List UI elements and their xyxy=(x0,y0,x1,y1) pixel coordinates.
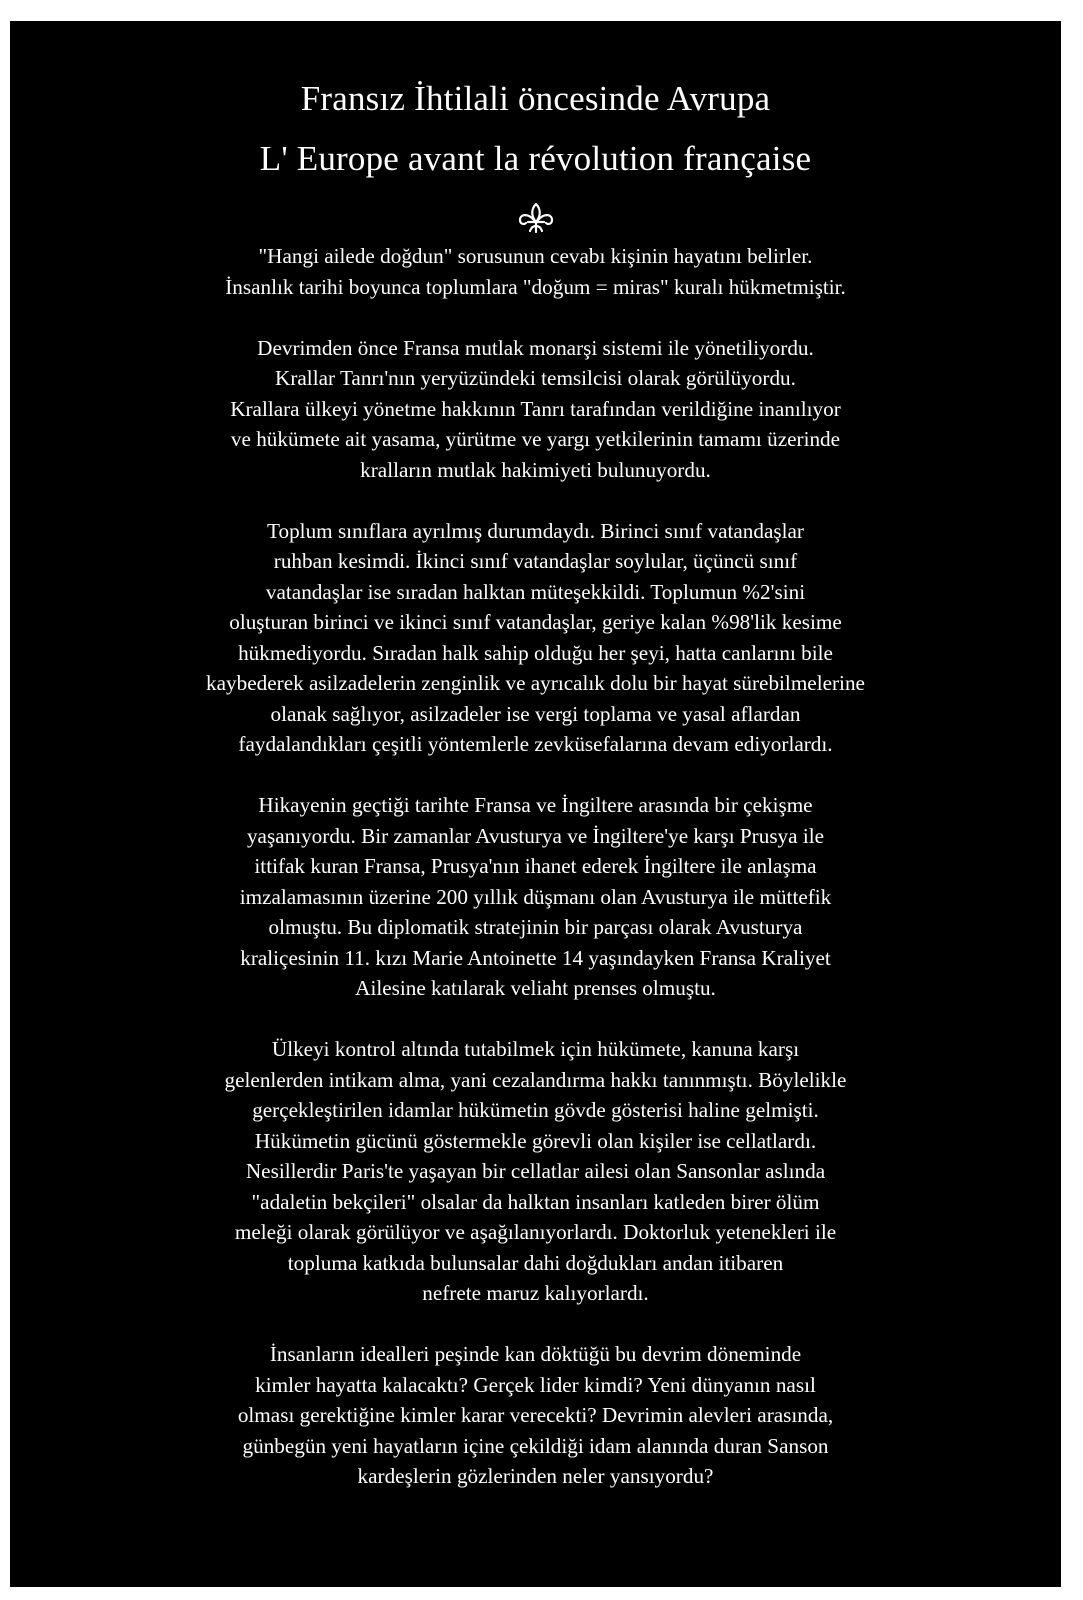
paragraph-line: ve hükümete ait yasama, yürütme ve yargı yetkilerinin tamamı üzerinde xyxy=(230,427,841,451)
paragraph-line: gelenlerden intikam alma, yani cezalandırma hakkı tanınmıştı. Böylelikle xyxy=(224,1067,847,1092)
paragraph-line: Nesillerdir Paris'te yaşayan bir cellatlar ailesi olan Sansonlar aslında xyxy=(245,1159,826,1183)
paragraph-1 xyxy=(10,241,1061,302)
paragraph-line: günbegün yeni hayatların içine çekildiği idam alanında duran Sanson xyxy=(242,1433,829,1458)
paragraph-line: oluşturan birinci ve ikinci sınıf vatandaşlar, geriye kalan %98'lik kesime xyxy=(229,610,842,634)
paragraph-line: Hikayenin geçtiği tarihte Fransa ve İngiltere arasında bir çekişme xyxy=(258,793,813,817)
paragraph-2 xyxy=(10,333,1061,486)
paragraph-line: imzalamasının üzerine 200 yıllık düşmanı olan Avusturya ile müttefik xyxy=(239,884,832,909)
paragraph-line: İnsanlık tarihi boyunca toplumlara "doğum = miras" kuralı hükmetmiştir. xyxy=(225,274,846,299)
paragraph-line: hükmediyordu. Sıradan halk sahip olduğu her şeyi, hatta canlarını bile xyxy=(238,640,833,665)
fleur-de-lis-icon xyxy=(516,201,556,235)
paragraph-line: gerçekleştirilen idamlar hükümetin gövde gösterisi haline gelmişti. xyxy=(252,1098,819,1122)
paragraph-line: kralların mutlak hakimiyeti bulunuyordu. xyxy=(360,457,711,482)
paragraph-3 xyxy=(10,516,1061,760)
paragraph-5 xyxy=(10,1034,1061,1309)
paragraph-line: Toplum sınıflara ayrılmış durumdaydı. Birinci sınıf vatandaşlar xyxy=(267,518,804,543)
paragraph-6 xyxy=(10,1339,1061,1492)
paragraph-line: kaybederek asilzadelerin zenginlik ve ayrıcalık dolu bir hayat sürebilmelerine xyxy=(206,671,865,695)
paragraph-line: olanak sağlıyor, asilzadeler ise vergi toplama ve yasal aflardan xyxy=(270,701,801,726)
paragraph-line: ruhban kesimdi. İkinci sınıf vatandaşlar soylular, üçüncü sınıf xyxy=(273,549,798,573)
paragraph-line: İnsanların idealleri peşinde kan döktüğü bu devrim döneminde xyxy=(269,1342,802,1366)
paragraph-4 xyxy=(10,790,1061,1004)
paragraph-line: Hükümetin gücünü göstermekle görevli olan kişiler ise cellatlardı. xyxy=(254,1128,817,1153)
black-text-page xyxy=(10,21,1061,1587)
paragraph-line: olması gerektiğine kimler karar verecekti? Devrimin alevleri arasında, xyxy=(237,1403,834,1427)
paragraph-line: topluma katkıda bulunsalar dahi doğdukları andan itibaren xyxy=(287,1250,784,1275)
paragraph-line: Ailesine katılarak veliaht prenses olmuştu. xyxy=(355,976,716,1000)
paragraph-line: Devrimden önce Fransa mutlak monarşi sistemi ile yönetiliyordu. xyxy=(257,335,814,360)
paragraph-line: yaşanıyordu. Bir zamanlar Avusturya ve İngiltere'ye karşı Prusya ile xyxy=(246,823,825,848)
paragraph-line: kraliçesinin 11. kızı Marie Antoinette 14 yaşındayken Fransa Kraliyet xyxy=(240,945,831,970)
paragraph-line: Krallara ülkeyi yönetme hakkının Tanrı tarafından verildiğine inanılıyor xyxy=(230,396,841,421)
paragraph-line: nefrete maruz kalıyorlardı. xyxy=(422,1281,649,1305)
title-turkish: Fransız İhtilali öncesinde Avrupa xyxy=(300,79,771,118)
paragraph-line: Ülkeyi kontrol altında tutabilmek için hükümete, kanuna karşı xyxy=(271,1037,800,1061)
paragraph-line: Krallar Tanrı'nın yeryüzündeki temsilcisi olarak görülüyordu. xyxy=(275,366,796,390)
paragraph-line: "adaletin bekçileri" olsalar da halktan insanları katleden birer ölüm xyxy=(251,1189,820,1214)
paragraph-line: vatandaşlar ise sıradan halktan müteşekkildi. Toplumun %2'sini xyxy=(265,579,806,604)
body-text xyxy=(10,241,1061,1492)
paragraph-line: faydalandıkları çeşitli yöntemlerle zevküsefalarına devam ediyorlardı. xyxy=(238,732,833,756)
paragraph-line: kardeşlerin gözlerinden neler yansıyordu? xyxy=(357,1464,714,1488)
paragraph-line: kimler hayatta kalacaktı? Gerçek lider kimdi? Yeni dünyanın nasıl xyxy=(255,1372,816,1397)
paragraph-line: "Hangi ailede doğdun" sorusunun cevabı kişinin hayatını belirler. xyxy=(258,244,813,268)
paragraph-line: meleği olarak görülüyor ve aşağılanıyorlardı. Doktorluk yetenekleri ile xyxy=(234,1220,837,1244)
paragraph-line: olmuştu. Bu diplomatik stratejinin bir parçası olarak Avusturya xyxy=(268,915,803,939)
title-french: L' Europe avant la révolution française xyxy=(259,139,812,178)
paragraph-line: ittifak kuran Fransa, Prusya'nın ihanet ederek İngiltere ile anlaşma xyxy=(254,854,817,878)
